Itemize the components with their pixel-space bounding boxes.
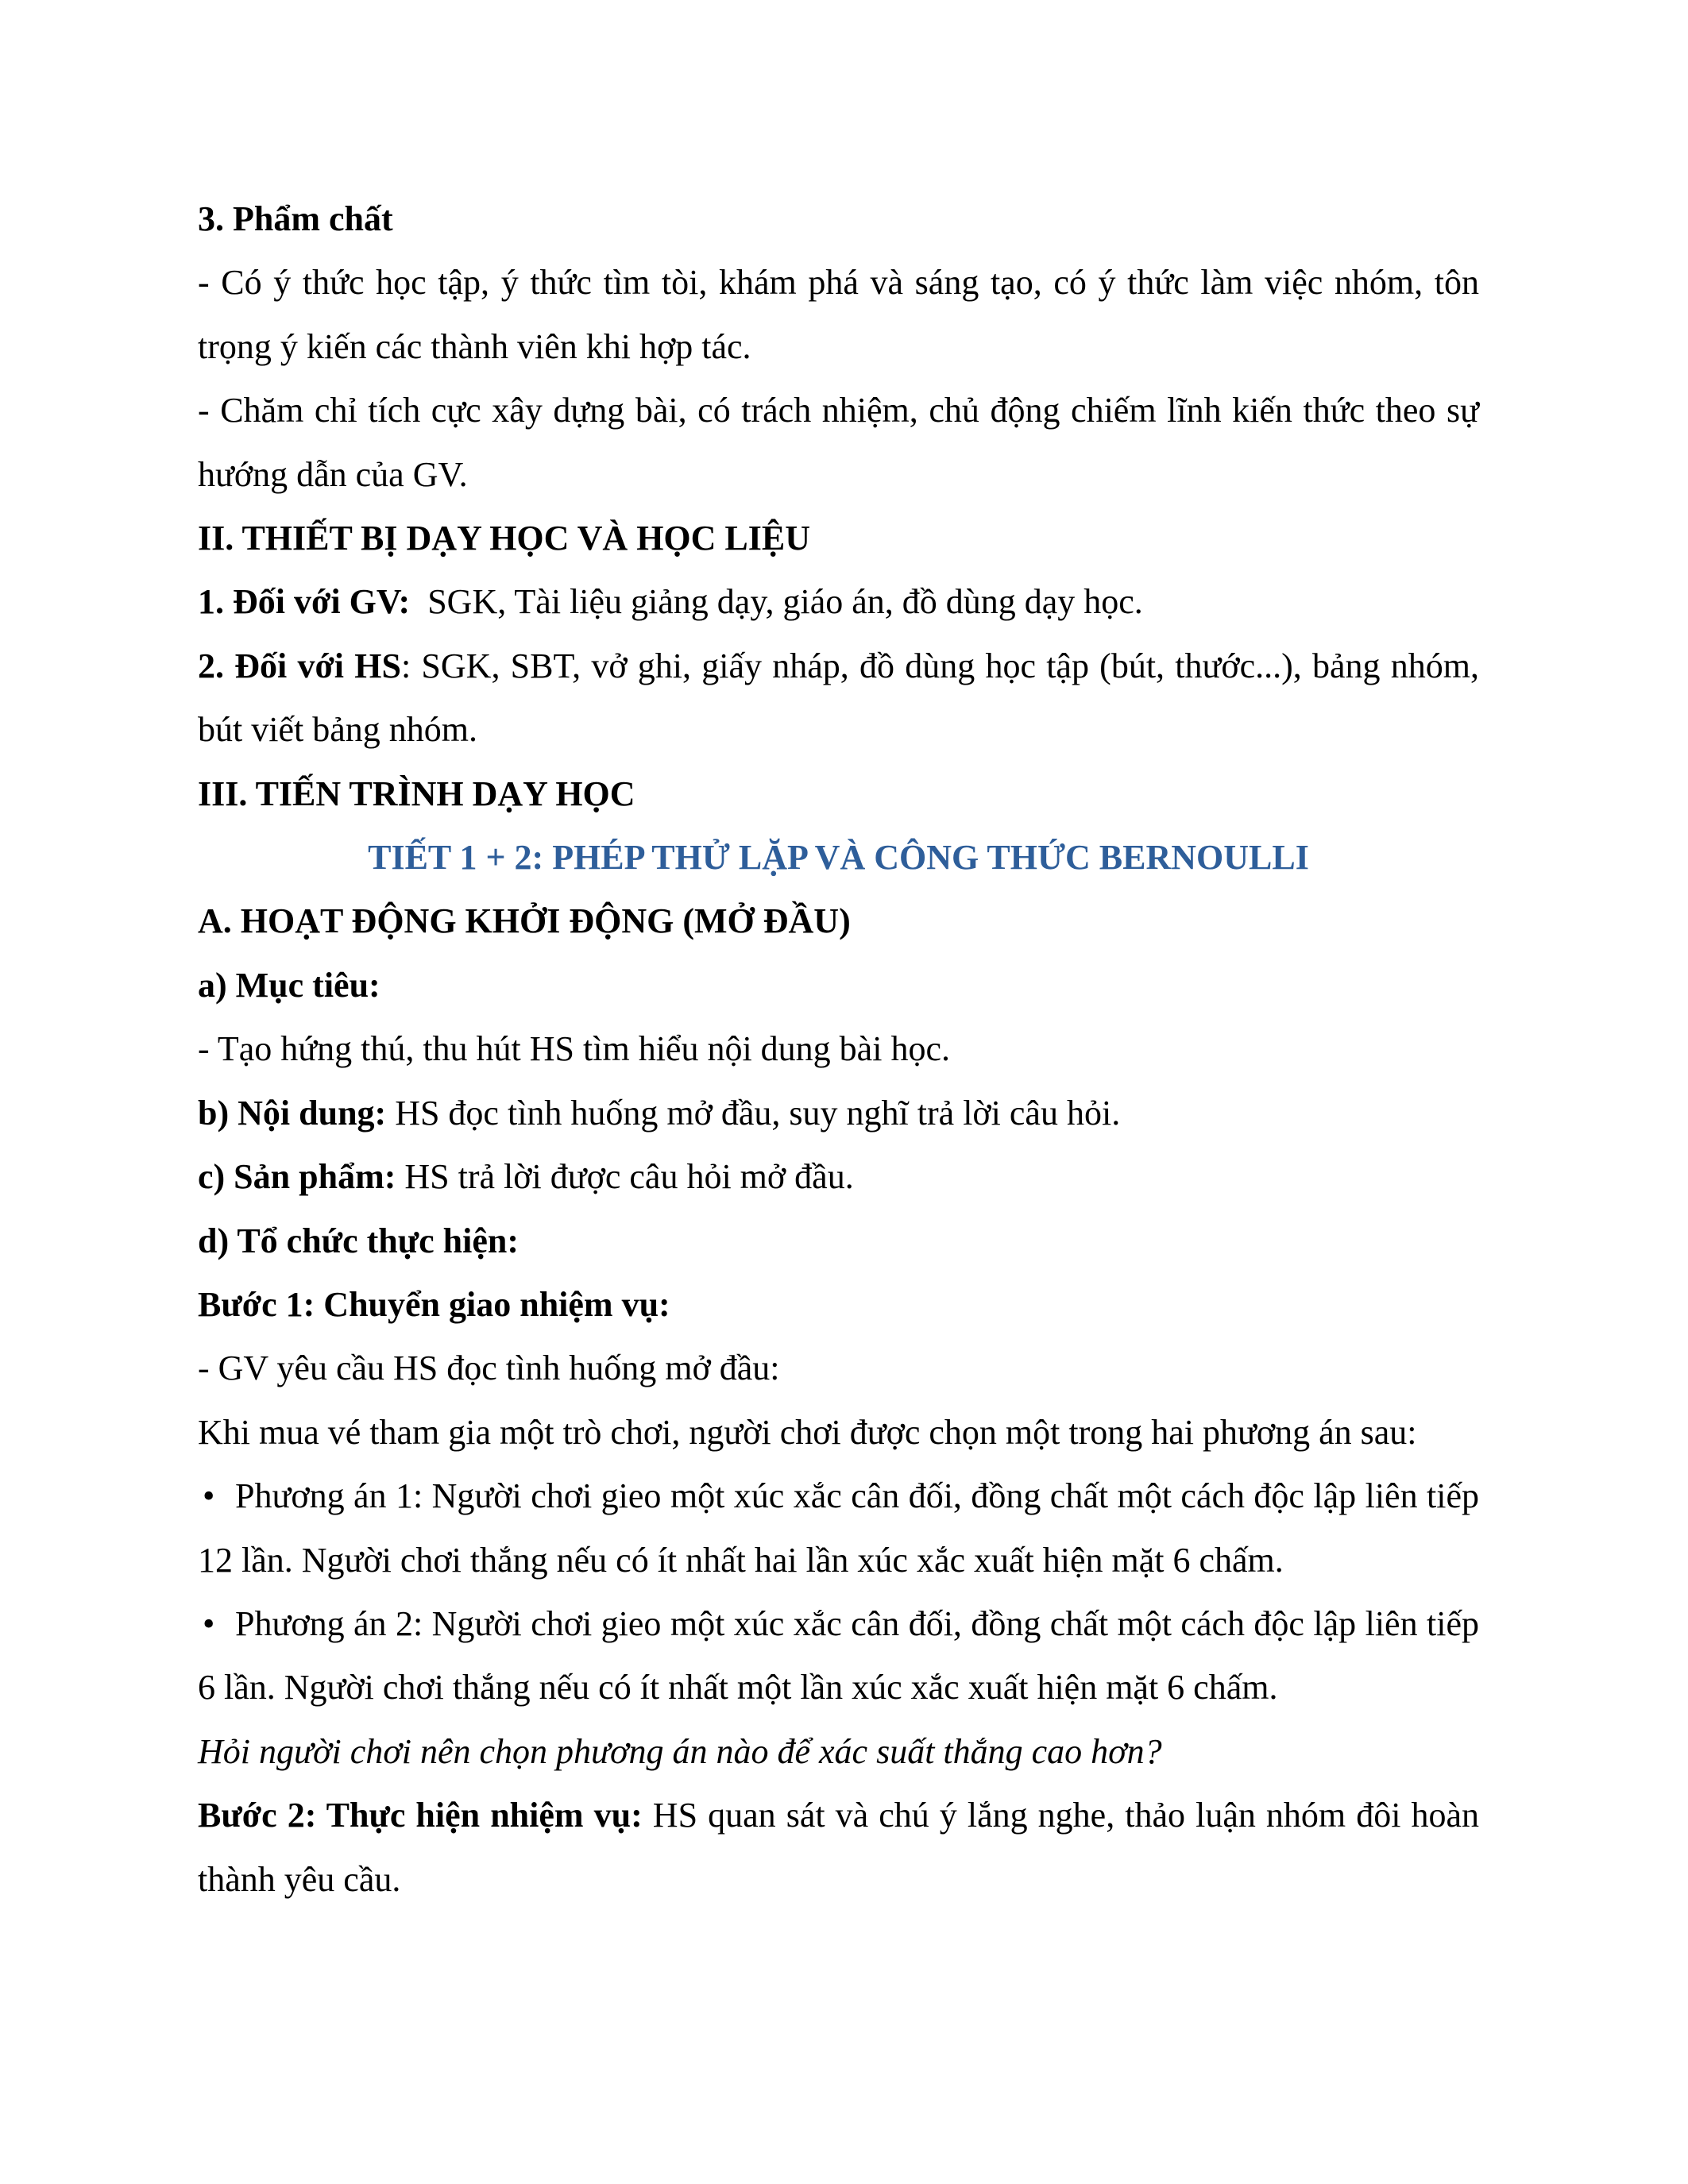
label-muc-tieu: a) Mục tiêu: xyxy=(198,965,380,1005)
paragraph: - GV yêu cầu HS đọc tình huống mở đầu: xyxy=(198,1349,780,1388)
heading-pham-chat: 3. Phẩm chất xyxy=(198,199,393,238)
heading-tien-trinh: III. TIẾN TRÌNH DẠY HỌC xyxy=(198,774,635,813)
text: : SGK, SBT, vở ghi, giấy nháp, đồ dùng học tập (bút, thước...), bảng nhóm, bút viết bảng nhóm. xyxy=(198,646,1479,750)
label-to-chuc: d) Tổ chức thực hiện: xyxy=(198,1221,520,1260)
bullet-icon: • xyxy=(203,1476,215,1516)
bullet-icon: • xyxy=(203,1603,215,1643)
paragraph-situation: Khi mua vé tham gia một trò chơi, người chơi được chọn một trong hai phương án sau: xyxy=(198,1412,1417,1452)
label: 2. Đối với HS xyxy=(198,646,401,685)
paragraph-hs xyxy=(198,635,1479,762)
paragraph-noi-dung xyxy=(198,1082,1479,1145)
bullet-text: Phương án 2: Người chơi gieo một xúc xắc cân đối, đồng chất một cách độc lập liên tiếp 6 lần. Người chơi thắng nếu có ít nhất một lần xúc xắc xuất hiện mặt 6 chấm. xyxy=(198,1603,1479,1707)
text: HS trả lời được câu hỏi mở đầu. xyxy=(396,1157,854,1197)
paragraph-gv xyxy=(198,570,1479,634)
bullet-item xyxy=(198,1592,1479,1720)
text: HS quan sát và chú ý lắng nghe, thảo luận nhóm đôi hoàn thành yêu cầu. xyxy=(198,1796,1480,1899)
heading-section-a: A. HOẠT ĐỘNG KHỞI ĐỘNG (MỞ ĐẦU) xyxy=(198,901,851,941)
paragraph-san-pham xyxy=(198,1145,1479,1209)
label: 1. Đối với GV: xyxy=(198,582,411,622)
paragraph: - Có ý thức học tập, ý thức tìm tòi, khám phá và sáng tạo, có ý thức làm việc nhóm, tôn trọng ý kiến các thành viên khi hợp tác. xyxy=(198,263,1479,366)
bullet-text: Phương án 1: Người chơi gieo một xúc xắc cân đối, đồng chất một cách độc lập liên tiếp 12 lần. Người chơi thắng nếu có ít nhất hai lần xúc xắc xuất hiện mặt 6 chấm. xyxy=(198,1476,1479,1580)
label: c) Sản phẩm: xyxy=(198,1157,396,1197)
label: b) Nội dung: xyxy=(198,1093,387,1133)
heading-thiet-bi: II. THIẾT BỊ DẠY HỌC VÀ HỌC LIỆU xyxy=(198,519,811,558)
bullet-item xyxy=(198,1464,1479,1592)
text: SGK, Tài liệu giảng dạy, giáo án, đồ dùng dạy học. xyxy=(410,582,1143,622)
paragraph: - Chăm chỉ tích cực xây dựng bài, có trách nhiệm, chủ động chiếm lĩnh kiến thức theo sự hướng dẫn của GV. xyxy=(198,391,1479,494)
label-buoc-1: Bước 1: Chuyển giao nhiệm vụ: xyxy=(198,1284,670,1324)
text: HS đọc tình huống mở đầu, suy nghĩ trả lời câu hỏi. xyxy=(386,1093,1121,1133)
paragraph-buoc-2 xyxy=(198,1784,1479,1912)
question: Hỏi người chơi nên chọn phương án nào để xác suất thắng cao hơn? xyxy=(198,1731,1162,1771)
label: Bước 2: Thực hiện nhiệm vụ: xyxy=(198,1796,643,1835)
paragraph: - Tạo hứng thú, thu hút HS tìm hiểu nội dung bài học. xyxy=(198,1029,950,1069)
document-page xyxy=(198,187,1479,1912)
lesson-title: TIẾT 1 + 2: PHÉP THỬ LẶP VÀ CÔNG THỨC BERNOULLI xyxy=(368,838,1309,878)
